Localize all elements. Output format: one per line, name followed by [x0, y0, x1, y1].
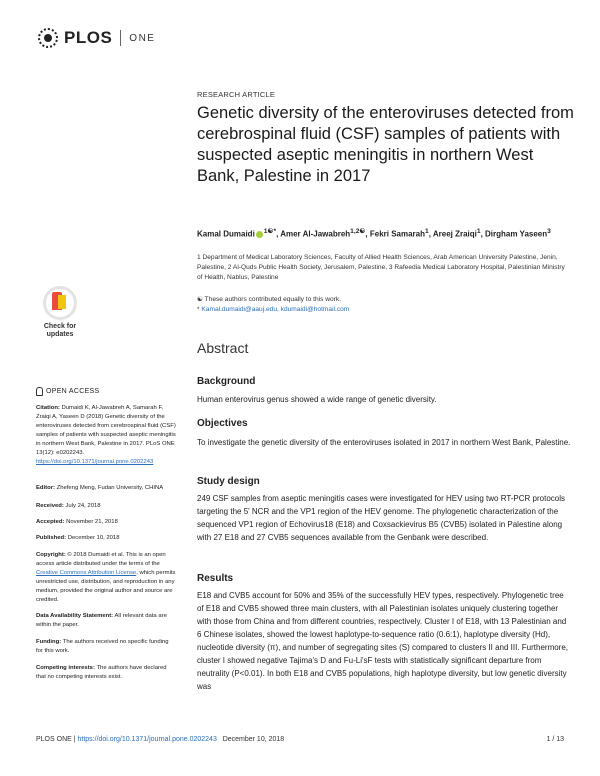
accepted-text: November 21, 2018: [64, 519, 118, 525]
copyright-text: © 2018 Dumaidi et al. This is an open access article distributed under the terms of the: [36, 552, 166, 567]
article-title: Genetic diversity of the enteroviruses detected from cerebrospinal fluid (CSF) samples of patients with suspected aseptic meningitis in northern West Bank, Palestine in 2017: [197, 104, 574, 185]
published-text: December 10, 2018: [66, 535, 120, 541]
plos-one-logo: [38, 28, 155, 48]
accepted-date: [36, 518, 176, 527]
results-heading: Results: [197, 573, 234, 584]
received-label: Received:: [36, 503, 64, 509]
received-date: [36, 502, 176, 511]
received-text: July 24, 2018: [63, 503, 101, 509]
citation-block: [36, 404, 176, 467]
citation-doi-link[interactable]: https://doi.org/10.1371/journal.pone.0202243: [36, 459, 154, 465]
editor-block: [36, 484, 176, 493]
accepted-label: Accepted:: [36, 519, 65, 525]
citation-text: Dumaidi K, Al-Jawabreh A, Samarah F, Zraiqi A, Yaseen D (2018) Genetic diversity of the enteroviruses detected from cerebrospinal fluid (CSF) samples of patients with suspected aseptic meningitis in northern West Bank, Palestine in 2017. PLoS ONE 13(12): e0202243.: [36, 405, 176, 456]
objectives-text: To investigate the genetic diversity of the enteroviruses isolated in 2017 in northern West Bank, Palestine.: [197, 438, 571, 447]
brand-name: PLOS: [64, 28, 113, 47]
competing-interests-text: The authors have declared that no competing interests exist.: [36, 665, 167, 680]
check-for-updates-label: Check for updates: [43, 323, 77, 338]
published-date: [36, 534, 176, 543]
page-footer: [36, 736, 564, 743]
corresponding-author: [197, 305, 572, 315]
footer-doi-link[interactable]: https://doi.org/10.1371/journal.pone.0202243: [77, 736, 217, 743]
author-superscript: 1: [425, 228, 429, 235]
article-type: RESEARCH ARTICLE: [197, 90, 276, 99]
competing-interests-block: [36, 664, 176, 682]
copyright-label: Copyright:: [36, 552, 66, 558]
funding-label: Funding:: [36, 639, 62, 645]
footer-journal: PLOS ONE |: [36, 736, 78, 743]
check-for-updates-badge[interactable]: [36, 286, 84, 339]
author-name[interactable]: , Areej Zraiqi: [428, 229, 477, 239]
plos-logo-icon: [38, 28, 58, 48]
author-name[interactable]: , Fekri Samarah: [365, 229, 425, 239]
objectives-heading: Objectives: [197, 418, 248, 429]
license-link[interactable]: Creative Commons Attribution License: [36, 570, 137, 576]
corresponding-marker: *: [197, 306, 202, 313]
copyright-block: [36, 551, 176, 605]
author-superscript: 1: [476, 228, 481, 235]
citation-label: Citation:: [36, 405, 60, 411]
data-availability-label: Data Availability Statement:: [36, 613, 114, 619]
editor-text: Zhefeng Meng, Fudan University, CHINA: [54, 485, 164, 491]
abstract-heading: Abstract: [197, 340, 249, 356]
author-superscript: 3: [547, 228, 551, 235]
data-availability-block: [36, 612, 176, 630]
funding-text: The authors received no specific funding for this work.: [36, 639, 169, 654]
author-name[interactable]: , Amer Al-Jawabreh: [276, 229, 351, 239]
copyright-text-cont: , which permits unrestricted use, distribution, and reproduction in any medium, provided the original author and source are credited.: [36, 570, 176, 603]
author-notes: [197, 295, 572, 315]
open-access-badge: [36, 387, 99, 396]
journal-name: ONE: [129, 32, 156, 44]
author-list: [197, 226, 567, 241]
crossmark-icon: [43, 286, 77, 320]
orcid-icon[interactable]: [256, 231, 263, 238]
equal-contribution-note: ☯ These authors contributed equally to this work.: [197, 296, 341, 303]
funding-block: [36, 638, 176, 656]
author-name[interactable]: Kamal Dumaidi: [197, 229, 255, 239]
background-text: Human enterovirus genus showed a wide range of genetic diversity.: [197, 395, 437, 404]
logo-divider: [120, 30, 121, 46]
author-superscript: 1☯*: [263, 228, 277, 235]
published-label: Published:: [36, 535, 67, 541]
study-design-text: 249 CSF samples from aseptic meningitis cases were investigated for HEV using two RT-PCR protocols targeting the 5' NCR and the VP1 region of the HEV genome. The phylogenetic characterization of the sequenced VP1 region of Echovirus18 (E18) and Coxsackievirus B5 (CVB5) isolated in Palestine along with 27 E18 and 27 CVB5 sequences available from the Genbank were described.: [197, 494, 566, 542]
open-access-label: OPEN ACCESS: [46, 388, 100, 395]
page-number: 1 / 13: [546, 736, 564, 743]
results-text: E18 and CVB5 account for 50% and 35% of the successfully HEV types, respectively. Phylogenetic tree of E18 and CVB5 showed three main clusters, with all Palestinian isolates uniquely clustering together with those from China and from different countries, respectively. Cluster I of E18, with 13 Palestinian and 6 Chinese isolates, showed the lowest haplotype-to-sequence ratio (0.6:1), haplotype diversity (Hd), nucleotide diversity (π), and number of segregating sites (S) compared to clusters II and III. Furthermore, cluster I showed negative Tajima's D and Fu-Li'sF tests with statistically significant departure from neutrality (P<0.01). In both E18 and CVB5 populations, high haplotype diversity, but low genetic diversity was: [197, 591, 569, 691]
corresponding-email-link[interactable]: Kamal.dumaidi@aauj.edu, kdumaidi@hotmail.com: [201, 306, 350, 313]
study-design-heading: Study design: [197, 476, 260, 487]
author-superscript: 1,2☯: [350, 228, 366, 235]
footer-citation: [36, 736, 284, 743]
data-availability-text: All relevant data are within the paper.: [36, 613, 167, 628]
author-name[interactable]: , Dirgham Yaseen: [480, 229, 548, 239]
background-heading: Background: [197, 376, 256, 387]
competing-interests-label: Competing interests:: [36, 665, 95, 671]
affiliations: 1 Department of Medical Laboratory Sciences, Faculty of Allied Health Sciences, Arab American University Palestine, Jenin, Palestine, 2 Al-Quds Public Health Society, Jerusalem, Palestine, 3 Rafeedia Medical Laboratory Hospital, Palestinian Ministry of Health, Nablus, Palestine: [197, 254, 565, 281]
footer-date: December 10, 2018: [222, 736, 285, 743]
editor-label: Editor:: [36, 485, 55, 491]
open-lock-icon: [36, 387, 43, 396]
